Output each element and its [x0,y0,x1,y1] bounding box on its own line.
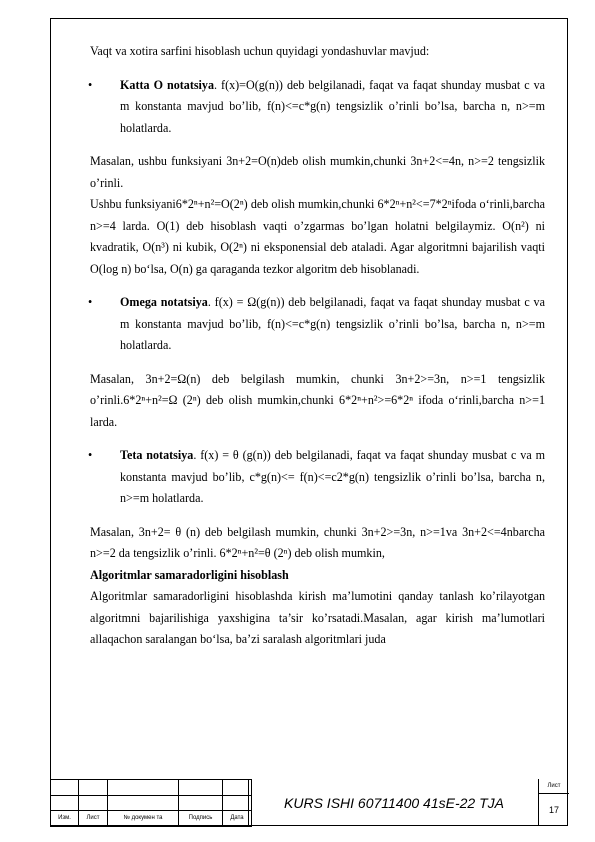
section-heading: Algoritmlar samaradorligini hisoblash [90,567,289,582]
bullet-icon: • [88,295,93,309]
text-omega: . f(x) = Ω(g(n)) deb belgilanadi, faqat va faqat shunday musbat c va m konstanta mavjud bo’lib, f(n)<=c*g(n) tengsizlik o’rinli bo’lsa, barcha n, n>=m holatlarda. [120,295,545,352]
bullet-theta [90,445,545,510]
bullet-icon: • [88,77,93,92]
sheet-number: 17 [548,805,559,815]
paragraph-big-o-details: Ushbu funksiyani6*2ⁿ+n²=O(2ⁿ) deb olish mumkin,chunki 6*2ⁿ+n²<=7*2ⁿifoda o‘rinli,barcha n>=4 larda. O(1) deb hisoblash vaqti o’zgarmas bo’lgan holatni belgilaymiz. O(n²) ni kvadratik, O(n³) ni kubik, O(2ⁿ) ni eksponensial deb ataladi. Agar algoritmni bajarilish vaqti O(log n) bo‘lsa, O(n) ga qaraganda tezkor algoritm deb hisoblanadi. [90,197,545,276]
title-block-grid [50,779,252,827]
term-omega: Omega notatsiya [120,295,208,309]
title-block [50,779,568,826]
paragraph-big-o-example: Masalan, ushbu funksiyani 3n+2=O(n)deb olish mumkin,chunki 3n+2<=4n, n>=2 tengsizlik o’rinli. [90,154,545,190]
bullet-icon: • [88,448,93,462]
text-big-o: . f(x)=O(g(n)) deb belgilanadi, faqat va faqat shunday musbat c va m konstanta mavjud bo’lib, f(n)<=c*g(n) tengsizlik o’rinli bo’lsa, barcha n, n>=m holatlarda. [120,77,545,135]
text-theta: . f(x) = θ (g(n)) deb belgilanadi, faqat va faqat shunday musbat c va m konstanta mavjud bo’lib, c*g(n)<= f(n)<=c2*g(n) tengsizlik o’rinli bo’lsa, barcha n, n>=m holatlarda. [120,448,545,505]
label-date: Дата [223,811,252,827]
bullet-omega [90,292,545,357]
term-theta: Teta notatsiya [120,448,194,462]
bullet-big-o [90,75,545,140]
sheet-label: Лист [539,779,569,794]
label-doc-number: № докумен та [108,811,179,827]
label-signature: Подпись [179,811,223,827]
sheet-box [538,779,569,826]
intro-paragraph: Vaqt va xotira sarfini hisoblash uchun quyidagi yondashuvlar mavjud: [90,44,430,58]
paragraph-theta-example: Masalan, 3n+2= θ (n) deb belgilash mumkin, chunki 3n+2>=3n, n>=1va 3n+2<=4nbarcha n>=2 da tengsizlik o’rinli. 6*2ⁿ+n²=θ (2ⁿ) deb olish mumkin, [90,524,545,560]
document-code: KURS ISHI 60711400 41sE-22 TJA [248,779,539,826]
paragraph-omega-example: Masalan, 3n+2=Ω(n) deb belgilash mumkin, chunki 3n+2>=3n, n>=1 tengsizlik o’rinli.6*2ⁿ+n²=Ω (2ⁿ) deb olish mumkin,chunki 6*2ⁿ+n²>=6*2ⁿ ifoda o‘rinli,barcha n>=1 larda. [90,371,545,429]
paragraph-efficiency: Algoritmlar samaradorligini hisoblashda kirish ma’lumotini qanday tanlash ko’rilayotgan algoritmni bajarilishiga yaxshigina ta’sir ko’rsatadi.Masalan, agar kirish ma’lumotlari allaqachon saralangan bo‘lsa, ba’zi saralash algoritmlari juda [90,589,545,646]
label-izm: Изм. [51,811,79,827]
term-big-o: Katta O notatsiya [120,77,215,92]
label-list: Лист [79,811,108,827]
document-body [90,41,545,651]
